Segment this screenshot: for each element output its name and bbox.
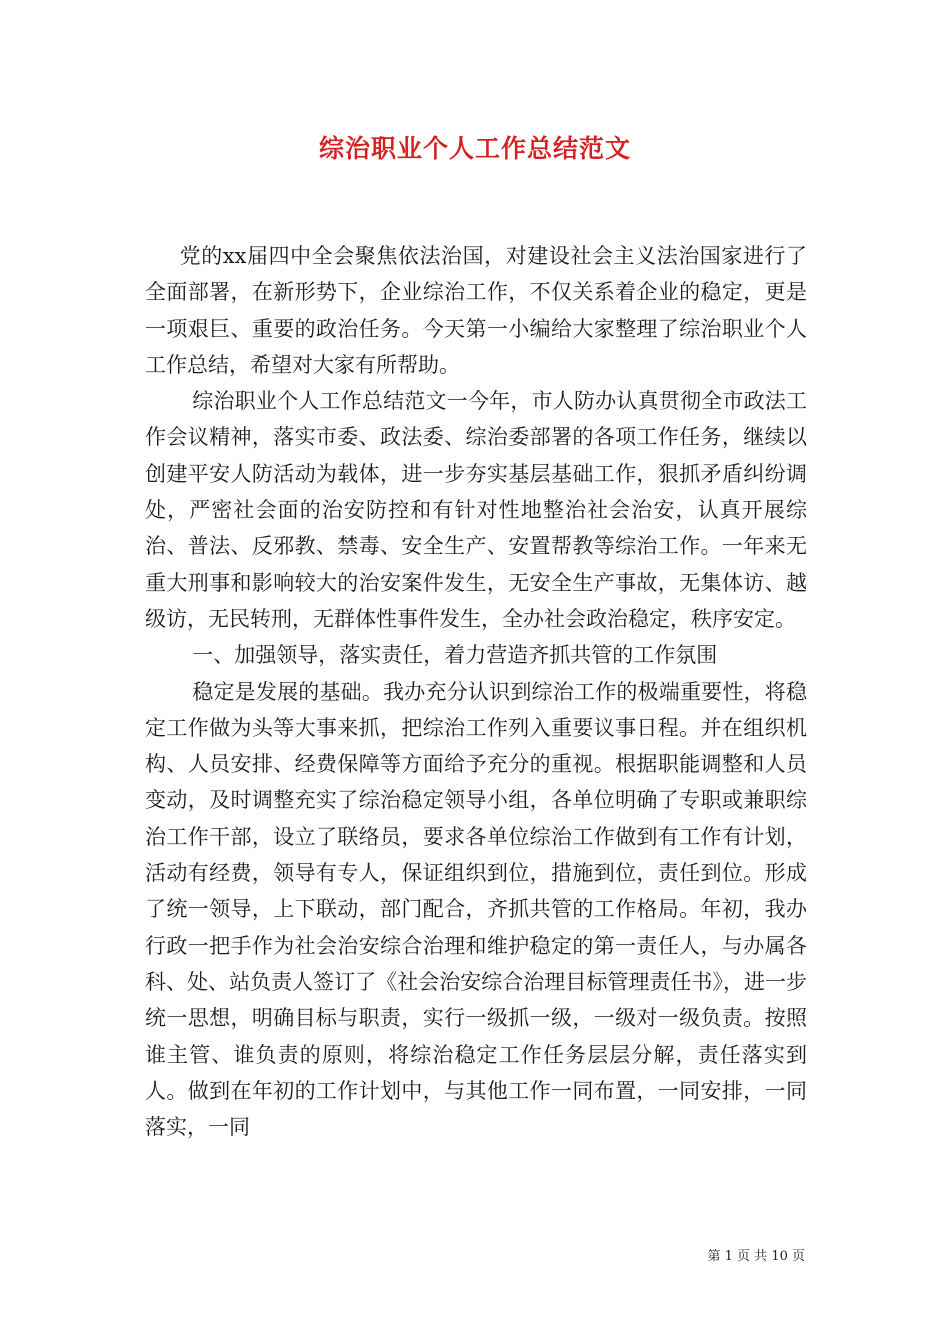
section-heading: 一、加强领导，落实责任，着力营造齐抓共管的工作氛围 [192, 643, 718, 668]
page-number-footer: 第 1 页 共 10 页 [707, 1249, 805, 1264]
document-body [145, 238, 807, 1145]
paragraph-intro: 党的xx届四中全会聚焦依法治国，对建设社会主义法治国家进行了全面部署，在新形势下，企业综治工作，不仅关系着企业的稳定，更是一项艰巨、重要的政治任务。今天第一小编给大家整理了综治职业个人工作总结，希望对大家有所帮助。 [145, 244, 807, 377]
paragraph-summary: 综治职业个人工作总结范文一今年，市人防办认真贯彻全市政法工作会议精神，落实市委、政法委、综治委部署的各项工作任务，继续以创建平安人防活动为载体，进一步夯实基层基础工作，狠抓矛盾纠纷调处，严密社会面的治安防控和有针对性地整治社会治安，认真开展综治、普法、反邪教、禁毒、安全生产、安置帮教等综治工作。一年来无重大刑事和影响较大的治安案件发生，无安全生产事故，无集体访、越级访，无民转刑，无群体性事件发生，全办社会政治稳定，秩序安定。 [145, 389, 807, 631]
paragraph-section-body: 稳定是发展的基础。我办充分认识到综治工作的极端重要性，将稳定工作做为头等大事来抓，把综治工作列入重要议事日程。并在组织机构、人员安排、经费保障等方面给予充分的重视。根据职能调整和人员变动，及时调整充实了综治稳定领导小组，各单位明确了专职或兼职综治工作干部，设立了联络员，要求各单位综治工作做到有工作有计划，活动有经费，领导有专人，保证组织到位，措施到位，责任到位。形成了统一领导，上下联动，部门配合，齐抓共管的工作格局。年初，我办行政一把手作为社会治安综合治理和维护稳定的第一责任人，与办属各科、处、站负责人签订了《社会治安综合治理目标管理责任书》，进一步统一思想，明确目标与职责，实行一级抓一级，一级对一级负责。按照谁主管、谁负责的原则，将综治稳定工作任务层层分解，责任落实到人。做到在年初的工作计划中，与其他工作一同布置，一同安排，一同落实，一同 [145, 679, 807, 1140]
document-title: 综治职业个人工作总结范文 [318, 134, 631, 163]
